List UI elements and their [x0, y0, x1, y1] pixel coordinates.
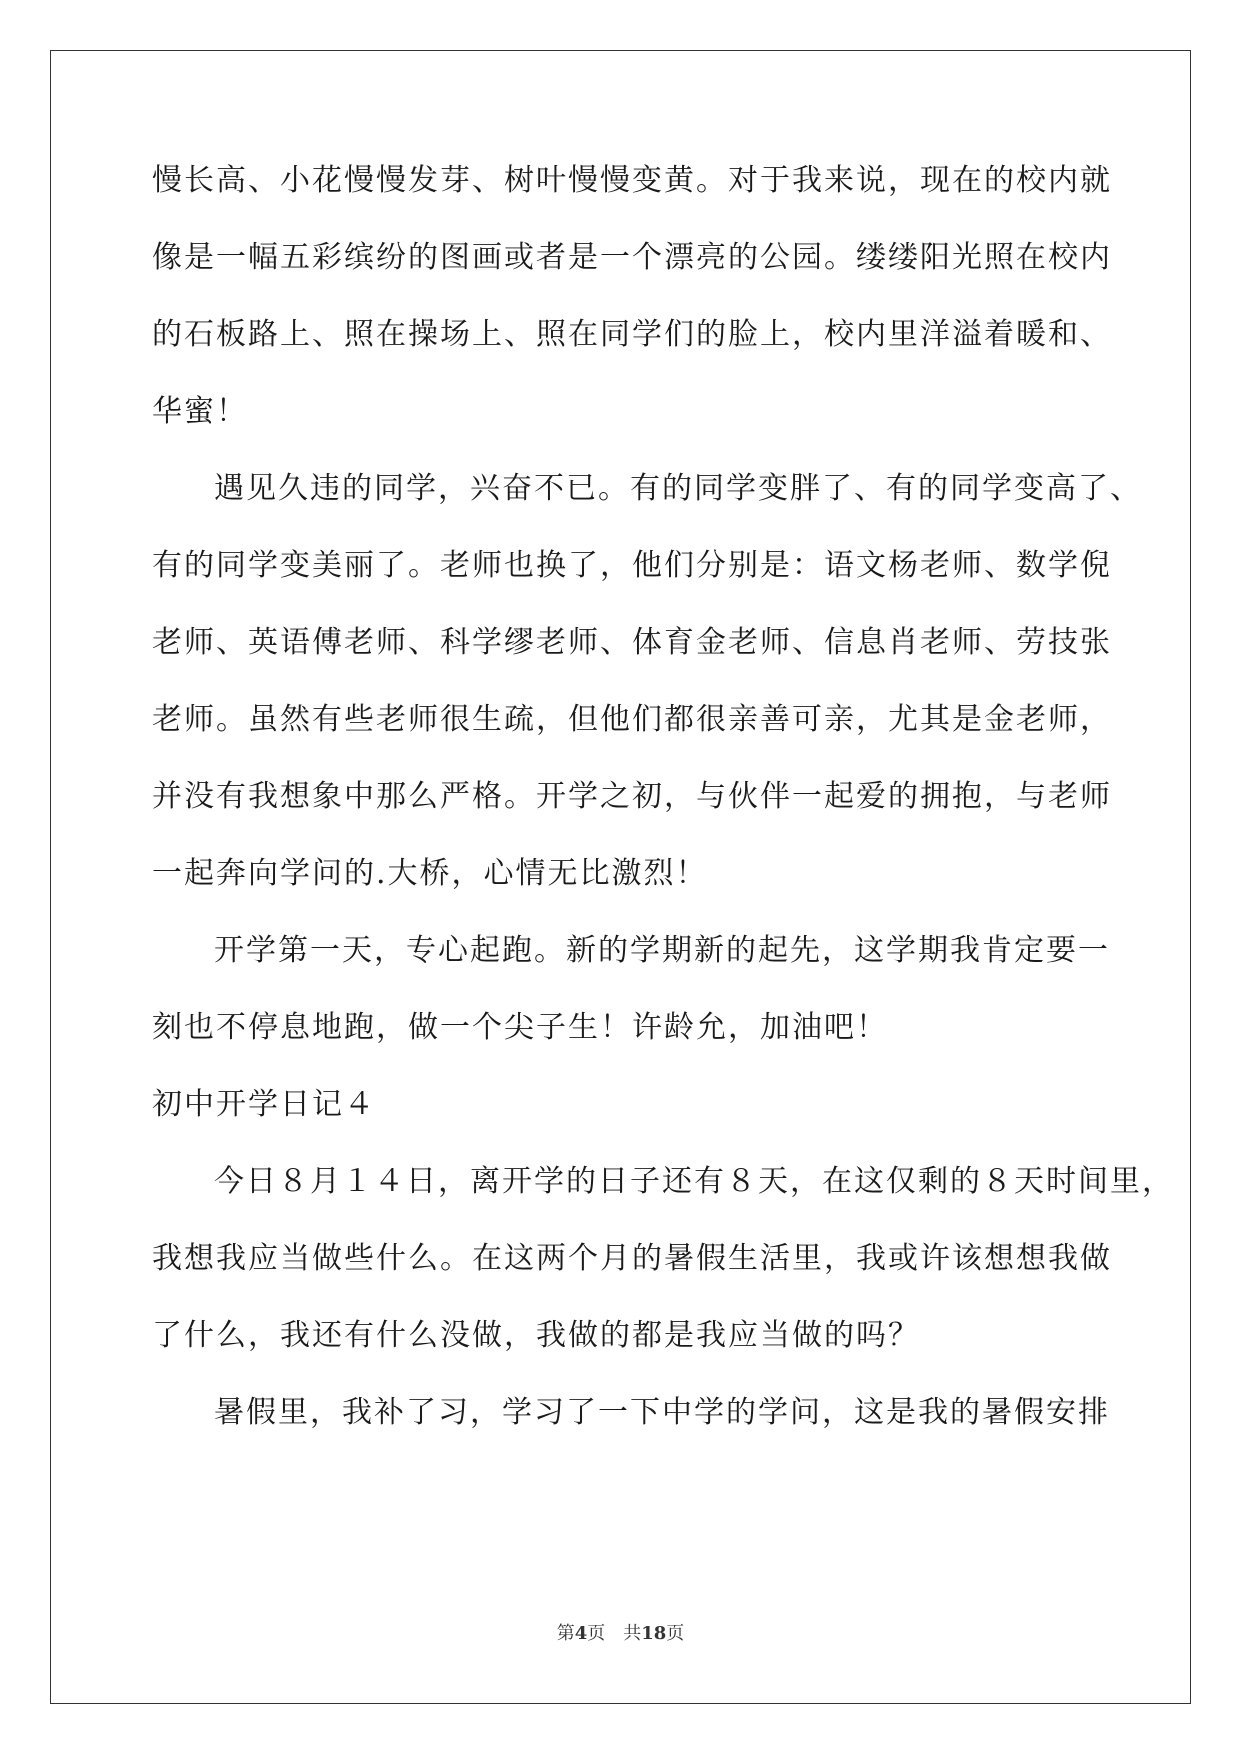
text-line: 并没有我想象中那么严格。开学之初，与伙伴一起爱的拥抱，与老师 — [152, 779, 1112, 814]
page-number: 4 — [574, 1623, 588, 1644]
text-line: 了什么，我还有什么没做，我做的都是我应当做的吗？ — [152, 1318, 920, 1353]
footer-page-suffix: 页 — [587, 1623, 606, 1644]
text-line: 华蜜！ — [152, 394, 248, 429]
page-footer — [0, 1619, 1241, 1645]
text-line: 有的同学变美丽了。老师也换了，他们分别是：语文杨老师、数学倪 — [152, 548, 1112, 583]
paragraph-start: 开学第一天，专心起跑。新的学期新的起先，这学期我肯定要一 — [214, 933, 1110, 968]
text-line: 老师。虽然有些老师很生疏，但他们都很亲善可亲，尤其是金老师， — [152, 702, 1112, 737]
total-pages: 18 — [641, 1623, 667, 1644]
text-line: 我想我应当做些什么。在这两个月的暑假生活里，我或许该想想我做 — [152, 1241, 1112, 1276]
paragraph-start: 今日８月１４日，离开学的日子还有８天，在这仅剩的８天时间里， — [214, 1164, 1174, 1199]
footer-total-prefix: 共 — [623, 1623, 642, 1644]
section-title: 初中开学日记４ — [152, 1087, 376, 1122]
text-line: 老师、英语傅老师、科学缪老师、体育金老师、信息肖老师、劳技张 — [152, 625, 1112, 660]
text-line: 刻也不停息地跑，做一个尖子生！许龄允，加油吧！ — [152, 1010, 888, 1045]
document-body — [152, 163, 1174, 1472]
footer-total-suffix: 页 — [666, 1623, 685, 1644]
text-line: 慢长高、小花慢慢发芽、树叶慢慢变黄。对于我来说，现在的校内就 — [152, 163, 1112, 198]
text-line: 一起奔向学问的.大桥，心情无比激烈！ — [152, 856, 708, 891]
footer-prefix: 第 — [556, 1623, 575, 1644]
text-line: 的石板路上、照在操场上、照在同学们的脸上，校内里洋溢着暖和、 — [152, 317, 1112, 352]
paragraph-start: 遇见久违的同学，兴奋不已。有的同学变胖了、有的同学变高了、 — [214, 471, 1142, 506]
paragraph-start: 暑假里，我补了习，学习了一下中学的学问，这是我的暑假安排 — [214, 1395, 1110, 1430]
text-line: 像是一幅五彩缤纷的图画或者是一个漂亮的公园。缕缕阳光照在校内 — [152, 240, 1112, 275]
